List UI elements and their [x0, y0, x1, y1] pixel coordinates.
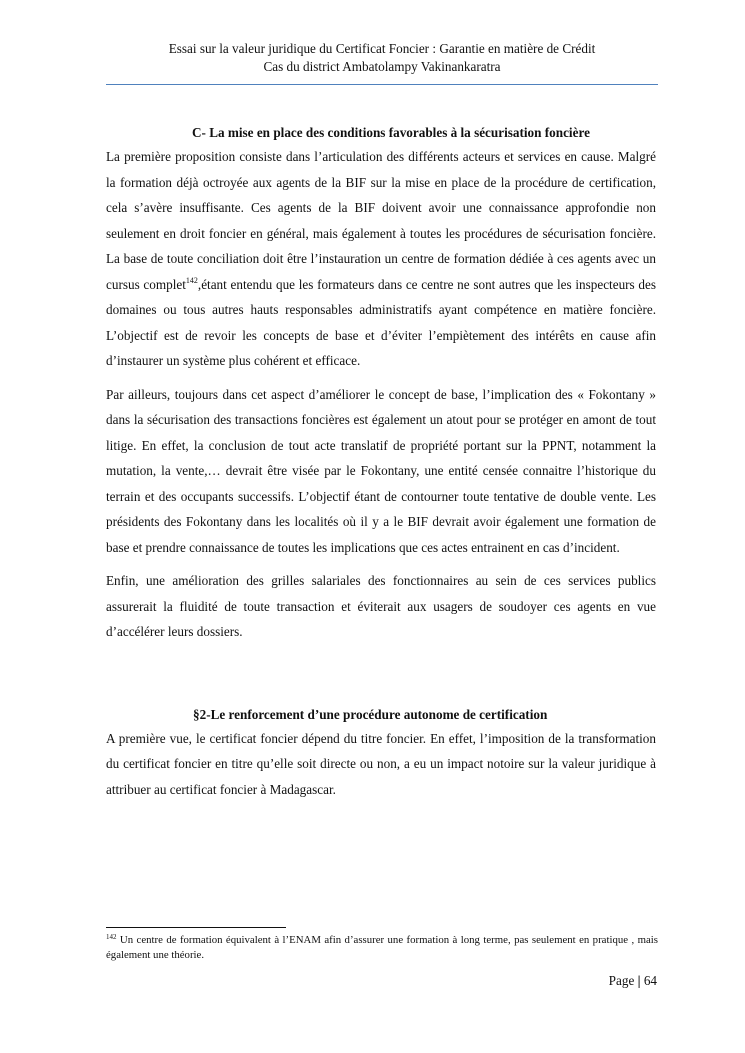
page-number-value: 64 [643, 973, 657, 988]
paragraph-2: Par ailleurs, toujours dans cet aspect d’améliorer le concept de base, l’implication des « Fokontany » dans la sécurisation des transactions foncières est également un atout pour se protéger en amont de tout litige. En effet, la conclusion de tout acte translatif de propriété portant sur la PPNT, notamment la mutation, la vente,… devrait être visée par le Fokontany, une entité censée connaitre l’historique du terrain et des occupants successifs. L’objectif étant de contourner toute tentative de double vente. Les présidents des Fokontany dans les localités où il y a le BIF devrait avoir également une formation de base et prendre connaissance de toutes les implications que ces actes entrainent en cas d’incident. [106, 386, 656, 555]
footnote-rule [106, 927, 286, 928]
paragraph-3: Enfin, une amélioration des grilles salariales des fonctionnaires au sein de ces services publics assurerait la fluidité de toute transaction et éviterait aux usagers de soudoyer ces agents en vue d’accélérer leurs dossiers. [106, 573, 656, 639]
paragraph-1-text-a: La première proposition consiste dans l’articulation des différents acteurs et services en cause. Malgré la formation déjà octroyée aux agents de la BIF sur la mise en place de la procédure de certification, cela s’avère insuffisante. Ces agents de la BIF doivent avoir une connaissance approfondie non seulement en droit foncier en général, mais également à toutes les procédures de sécurisation foncière. La base de toute conciliation doit être l’instauration un centre de formation dédiée à ces agents avec un cursus complet [106, 149, 656, 292]
paragraph-1-text-b: ,étant entendu que les formateurs dans ce centre ne sont autres que les inspecteurs des domaines ou tous autres hauts responsables administratifs ayant compétence en matière foncière. L’objectif est de revoir les concepts de base et d’éviter l’empiètement des intérêts en cause afin d’instaurer un système plus cohérent et efficace. [106, 276, 656, 368]
section-c-heading: C- La mise en place des conditions favorables à la sécurisation foncière [192, 125, 590, 140]
footnote-text: Un centre de formation équivalent à l’ENAM afin d’assurer une formation à long terme, pas seulement en pratique , mais également une théorie. [106, 934, 658, 961]
page-label: Page [608, 973, 635, 988]
header-rule [106, 84, 658, 85]
page-number [609, 973, 657, 989]
header-subtitle: Cas du district Ambatolampy Vakinankaratra [263, 59, 501, 74]
page-separator: | [637, 973, 641, 988]
paragraph-1 [106, 144, 656, 374]
spacer [106, 653, 656, 704]
paragraph-4: A première vue, le certificat foncier dépend du titre foncier. En effet, l’imposition de la transformation du certificat foncier en titre qu’elle soit directe ou non, a eu un impact notoire sur la valeur juridique à attribuer au certificat foncier à Madagascar. [106, 730, 656, 797]
header-title: Essai sur la valeur juridique du Certificat Foncier : Garantie en matière de Crédit [168, 41, 596, 56]
footnote-reference: 142 [185, 275, 198, 285]
footnote [106, 933, 658, 963]
page-body [106, 122, 656, 810]
footnote-number: 142 [106, 933, 117, 941]
page-header [106, 40, 658, 76]
section-2-heading: §2-Le renforcement d’une procédure autonome de certification [193, 706, 548, 722]
